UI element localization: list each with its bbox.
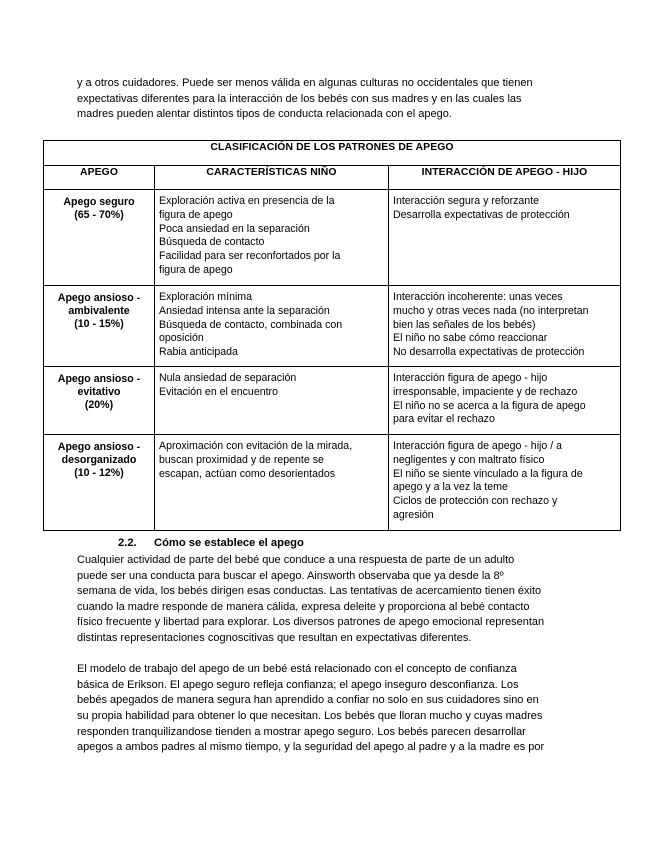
cell-line: Interacción incoherente: unas veces <box>393 291 563 303</box>
apego-label: Apego ansioso - <box>57 292 141 304</box>
apego-percentage: (10 - 15%) <box>74 318 124 330</box>
cell-line: El niño no sabe cómo reaccionar <box>393 332 548 345</box>
cell-line: Interacción segura y reforzante <box>393 195 540 207</box>
cell-line: para evitar el rechazo <box>393 413 495 426</box>
section-title: Cómo se establece el apego <box>154 537 304 549</box>
apego-label: evitativo <box>77 386 121 398</box>
apego-label: Apego ansioso - <box>57 441 141 453</box>
interaccion-cell <box>389 435 621 531</box>
apego-label: ambivalente <box>68 305 130 317</box>
cell-line: figura de apego <box>159 208 233 221</box>
cell-line: bien las señales de los bebés) <box>393 318 536 331</box>
apego-label: Apego seguro <box>63 196 135 208</box>
cell-line: Nula ansiedad de separación <box>159 372 297 384</box>
column-header-caracteristicas: CARACTERÍSTICAS NIÑO <box>155 166 389 190</box>
cell-line: Exploración activa en presencia de la <box>159 195 335 207</box>
section-number: 2.2. <box>118 537 137 549</box>
cell-line: figura de apego <box>159 263 233 276</box>
cell-line: negligentes y con maltrato físico <box>393 453 545 466</box>
caracteristicas-cell <box>155 190 389 286</box>
cell-line: No desarrolla expectativas de protección <box>393 346 585 359</box>
cell-line: Interacción figura de apego - hijo <box>393 372 548 384</box>
cell-line: Búsqueda de contacto, combinada con <box>159 318 343 331</box>
table-row <box>44 286 621 367</box>
apego-cell <box>44 367 155 435</box>
paragraph <box>77 553 597 647</box>
column-header-apego: APEGO <box>44 166 155 190</box>
intro-line: expectativas diferentes para la interacción de los bebés con sus madres y en las cuales las <box>77 92 522 105</box>
intro-line: madres pueden alentar distintos tipos de conducta relacionada con el apego. <box>77 108 452 120</box>
apego-cell <box>44 286 155 367</box>
cell-line: Aproximación con evitación de la mirada, <box>159 440 353 452</box>
intro-paragraph <box>77 76 597 123</box>
apego-cell <box>44 435 155 531</box>
apego-label: Apego ansioso - <box>57 373 141 385</box>
cell-line: Ciclos de protección con rechazo y <box>393 495 558 508</box>
cell-line: irresponsable, impaciente y de rechazo <box>393 385 578 398</box>
cell-line: mucho y otras veces nada (no interpretan <box>393 304 589 317</box>
caracteristicas-cell <box>155 367 389 435</box>
intro-line: y a otros cuidadores. Puede ser menos válida en algunas culturas no occidentales que tienen <box>77 77 533 89</box>
interaccion-cell <box>389 286 621 367</box>
apego-cell <box>44 190 155 286</box>
cell-line: oposición <box>159 332 204 345</box>
cell-line: Evitación en el encuentro <box>159 385 278 398</box>
table-row <box>44 435 621 531</box>
cell-line: Desarrolla expectativas de protección <box>393 208 570 221</box>
caracteristicas-cell <box>155 435 389 531</box>
cell-line: Ansiedad intensa ante la separación <box>159 304 330 317</box>
cell-line: buscan proximidad y de repente se <box>159 453 324 466</box>
attachment-classification-table <box>43 140 621 531</box>
cell-line: Búsqueda de contacto <box>159 236 265 249</box>
apego-percentage: (10 - 12%) <box>74 467 124 479</box>
text-line: Cualquier actividad de parte del bebé que conduce a una respuesta de parte de un adulto <box>77 554 515 566</box>
table-row <box>44 367 621 435</box>
text-line: El modelo de trabajo del apego de un bebé está relacionado con el concepto de confianza <box>77 663 517 676</box>
text-line: puede ser una conducta para buscar el apego. Ainsworth observaba que ya desde la 8º <box>77 569 504 582</box>
text-line: básica de Erikson. El apego seguro refleja confianza; el apego inseguro desconfianza. Los <box>77 678 519 691</box>
cell-line: Poca ansiedad en la separación <box>159 222 310 235</box>
body-text <box>77 553 597 771</box>
cell-line: apego y a la vez la teme <box>393 481 508 494</box>
apego-percentage: (65 - 70%) <box>74 209 124 221</box>
interaccion-cell <box>389 190 621 286</box>
apego-percentage: (20%) <box>84 399 114 411</box>
cell-line: El niño se siente vinculado a la figura de <box>393 467 583 480</box>
text-line: semana de vida, los bebés dirigen esas conductas. Las tentativas de acercamiento tienen éxito <box>77 585 542 598</box>
table-row <box>44 190 621 286</box>
cell-line: Exploración mínima <box>159 291 253 303</box>
text-line: responden tranquilizandose tienden a mostrar apego seguro. Los bebés parecen desarrollar <box>77 725 526 738</box>
text-line: cuando la madre responde de manera cálida, expresa deleite y proporciona al bebé contacto <box>77 600 530 613</box>
section-heading <box>118 537 304 549</box>
text-line: distintas representaciones cognoscitivas que resultan en expectativas diferentes. <box>77 631 472 644</box>
cell-line: agresión <box>393 508 434 521</box>
caracteristicas-cell <box>155 286 389 367</box>
column-header-interaccion: INTERACCIÓN DE APEGO - HIJO <box>389 166 621 190</box>
cell-line: El niño no se acerca a la figura de apego <box>393 399 586 412</box>
cell-line: Interacción figura de apego - hijo / a <box>393 440 563 452</box>
table-title: CLASIFICACIÓN DE LOS PATRONES DE APEGO <box>44 141 621 166</box>
apego-label: desorganizado <box>61 454 137 466</box>
text-line: físico frecuente y libertad para explorar. Los diversos patrones de apego emocional representan <box>77 616 545 629</box>
text-line: bebés apegados de manera segura han aprendido a confiar no solo en sus cuidadores sino en <box>77 694 539 707</box>
text-line: su propia habilidad para obtener lo que necesitan. Los bebés que lloran mucho y cuyas madres <box>77 709 543 722</box>
interaccion-cell <box>389 367 621 435</box>
cell-line: Rabia anticipada <box>159 346 238 359</box>
cell-line: Facilidad para ser reconfortados por la <box>159 250 341 263</box>
paragraph <box>77 662 597 756</box>
cell-line: escapan, actúan como desorientados <box>159 467 336 480</box>
text-line: apegos a ambos padres al mismo tiempo, y la seguridad del apego al padre y a la madre es por <box>77 741 545 754</box>
